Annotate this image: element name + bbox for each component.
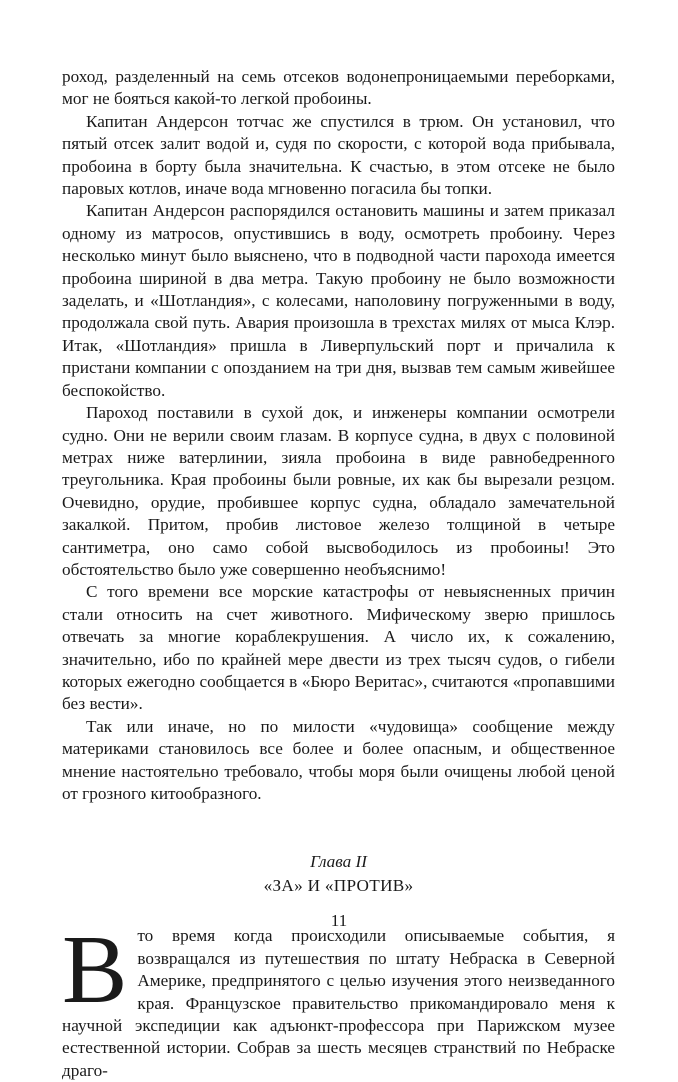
paragraph-6: Так или иначе, но по милости «чудовища» сообщение между материками становилось все более и более опасным, и общественное мнение настоятельно требовало, чтобы моря были очищены любой ценой от грозного китообразного. <box>62 716 615 803</box>
chapter-title: «ЗА» И «ПРОТИВ» <box>263 876 414 896</box>
paragraph-4: Пароход поставили в сухой док, и инженеры компании осмотрели судно. Они не верили своим глазам. В корпусе судна, в двух с половиной метрах ниже ватерлинии, зияла пробоина в виде равнобедренного треугольника. Края пробоины были ровные, их как бы вырезали резцом. Очевидно, орудие, пробившее корпус судна, обладало замечательной закалкой. Притом, пробив листовое железо толщиной в четыре сантиметра, оно само собой высвободилось из пробоины! Это обстоятельство было уже совершенно необъяснимо! <box>62 403 615 579</box>
paragraph-5: С того времени все морские катастрофы от невыясненных причин стали относить на счет животного. Мифическому зверю пришлось отвечать за многие кораблекрушения. А число их, к сожалению, значительно, ибо по крайней мере двести из трех тысяч судов, о гибели которых ежегодно сообщается в «Бюро Веритас», считаются «пропавшими без вести». <box>62 582 615 714</box>
chapter-label: Глава II <box>310 852 367 872</box>
paragraph-1: роход, разделенный на семь отсеков водонепроницаемыми переборками, мог не бояться какой-то легкой пробоины. <box>62 67 615 109</box>
paragraph-3: Капитан Андерсон распорядился остановить машины и затем приказал одному из матросов, опустившись в воду, осмотреть пробоину. Через несколько минут было выяснено, что в подводной части парохода имеется пробоина шириной в два метра. Такую пробоину не было возможности заделать, и «Шотландия», с колесами, наполовину погруженными в воду, продолжала свой путь. Авария произошла в трехстах милях от мыса Клэр. Итак, «Шотландия» пришла в Ливерпульский порт и причалила к пристани компании с опозданием на три дня, вызвав тем самым живейшее беспокойство. <box>62 201 615 400</box>
page-number: 11 <box>330 911 348 930</box>
paragraph-2: Капитан Андерсон тотчас же спустился в трюм. Он установил, что пятый отсек залит водой и, судя по скорости, с которой вода прибывала, пробоина в борту была значительна. К счастью, в этом отсеке не было паровых котлов, иначе вода мгновенно погасила бы топки. <box>62 111 615 199</box>
drop-cap: В <box>62 916 128 1025</box>
chapter-first-paragraph: то время когда происходили описываемые события, я возвращался из путешествия по штату Небраска в Северной Америке, предпринятого с целью изучения этого неизведанного края. Французское правительство прикомандировало меня к научной экспедиции как адъюнкт-профессора при Парижском музее естественной истории. Собрав за шесть месяцев странствий по Небраске драго- <box>62 926 615 1080</box>
